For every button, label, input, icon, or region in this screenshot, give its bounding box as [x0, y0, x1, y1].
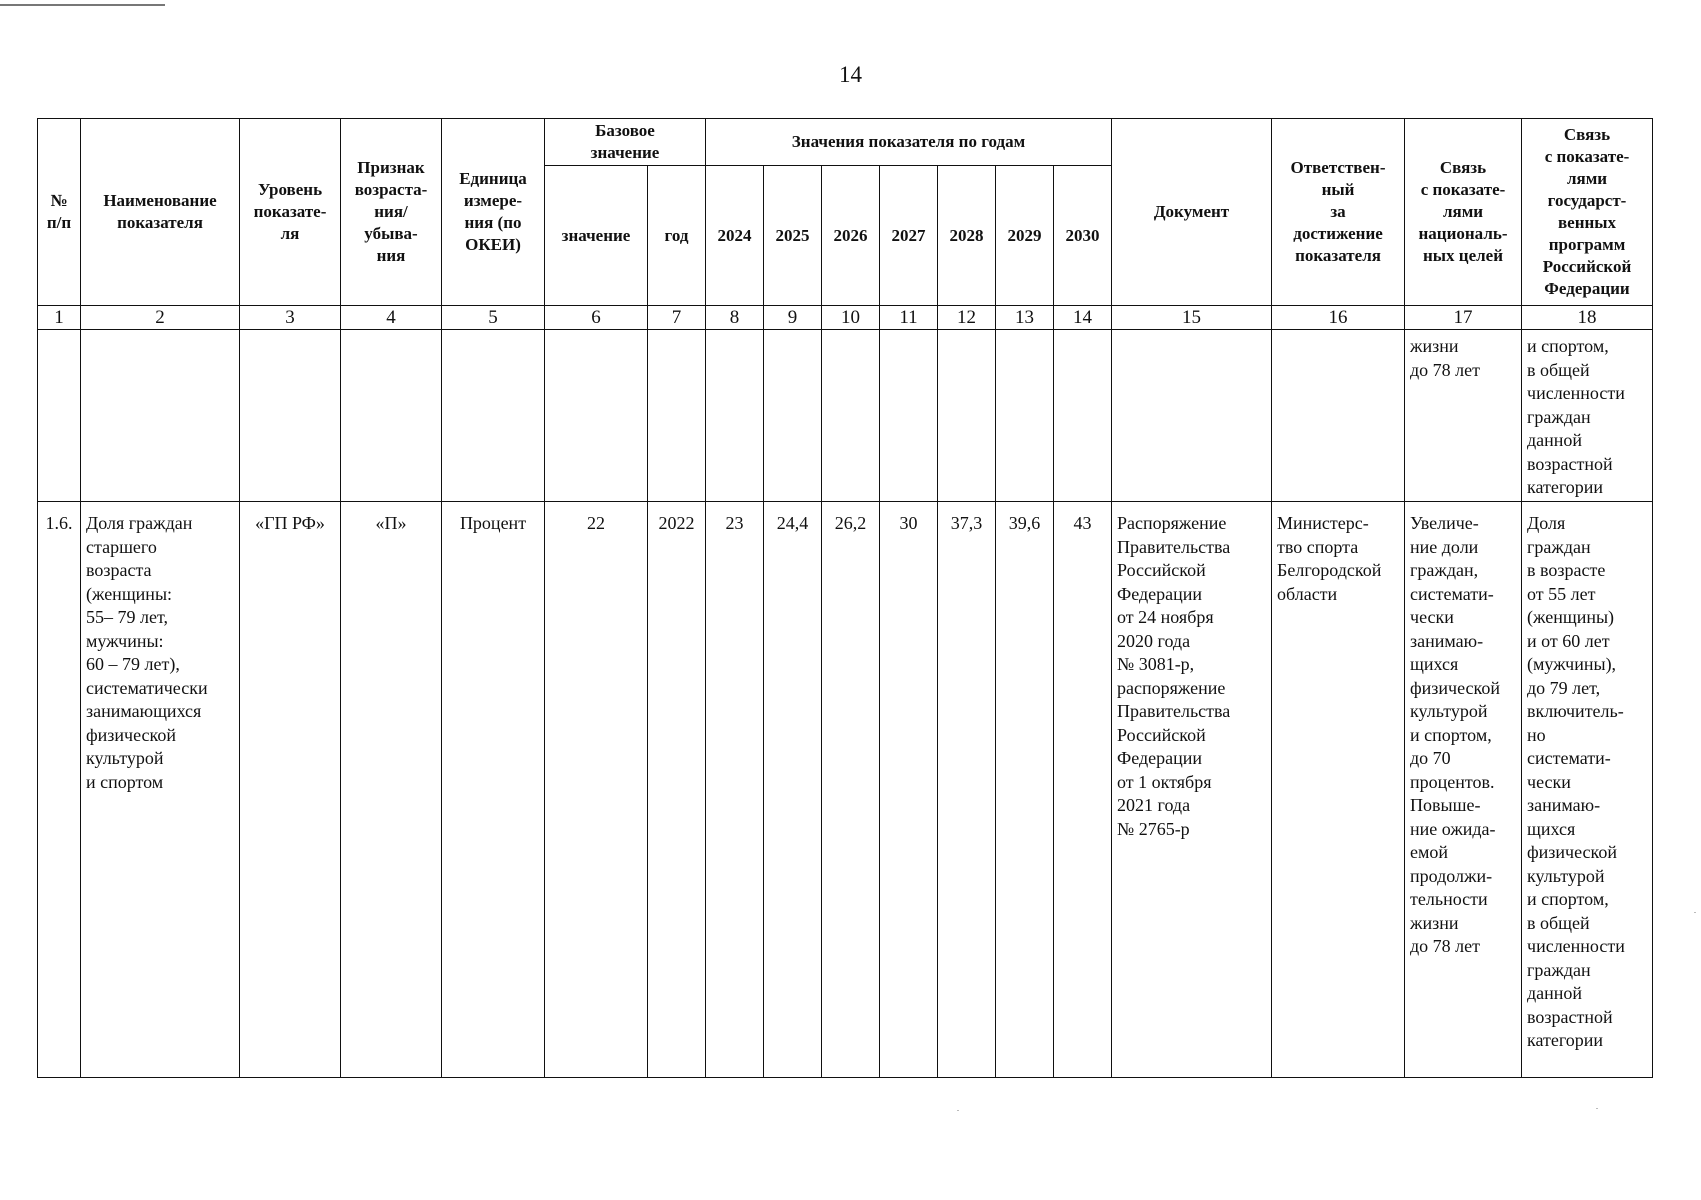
empty-cell	[442, 330, 545, 502]
cell-national-goals: Увеличе- ние доли граждан, системати- чески занимаю- щихся физической культурой и спортом, до 70 процентов. Повыше- ние ожида- емой продолжи- тельности жизни до 78 лет	[1405, 502, 1522, 1078]
cell-value-2024: 23	[706, 502, 764, 1078]
empty-cell	[81, 330, 240, 502]
table-row-1-6	[38, 502, 1653, 1078]
header-unit: Единица измере- ния (по ОКЕИ)	[442, 119, 545, 306]
column-number: 7	[648, 306, 706, 330]
column-number: 14	[1054, 306, 1112, 330]
column-number: 1	[38, 306, 81, 330]
cell-value-2027: 30	[880, 502, 938, 1078]
column-number: 17	[1405, 306, 1522, 330]
column-number: 18	[1522, 306, 1653, 330]
cell-value-2025: 24,4	[764, 502, 822, 1078]
cell-document: Распоряжение Правительства Российской Федерации от 24 ноября 2020 года № 3081-р, распоряжение Правительства Российской Федерации от 1 октября 2021 года № 2765-р	[1112, 502, 1272, 1078]
empty-cell	[938, 330, 996, 502]
page-number: 14	[839, 62, 862, 87]
header-year-2028: 2028	[938, 166, 996, 306]
header-state-programs: Связь с показате- лями государст- венных программ Российской Федерации	[1522, 119, 1653, 306]
empty-cell	[996, 330, 1054, 502]
empty-cell	[341, 330, 442, 502]
cell-name: Доля граждан старшего возраста (женщины: 55– 79 лет, мужчины: 60 – 79 лет), систематически занимающихся физической культурой и спортом	[81, 502, 240, 1078]
column-number: 4	[341, 306, 442, 330]
cell-state-programs-continued: и спортом, в общей численности граждан данной возрастной категории	[1522, 330, 1653, 502]
empty-cell	[240, 330, 341, 502]
cell-state-programs: Доля граждан в возрасте от 55 лет (женщины) и от 60 лет (мужчины), до 79 лет, включитель- но системати- чески занимаю- щихся физической культурой и спортом, в общей численности граждан данной возрастной категории	[1522, 502, 1653, 1078]
header-year-2026: 2026	[822, 166, 880, 306]
cell-value-2026: 26,2	[822, 502, 880, 1078]
column-number: 9	[764, 306, 822, 330]
cell-num: 1.6.	[38, 502, 81, 1078]
header-level: Уровень показате- ля	[240, 119, 341, 306]
header-year-2025: 2025	[764, 166, 822, 306]
header-base-year: год	[648, 166, 706, 306]
header-year-2027: 2027	[880, 166, 938, 306]
column-number: 16	[1272, 306, 1405, 330]
header-year-2024: 2024	[706, 166, 764, 306]
cell-value-2028: 37,3	[938, 502, 996, 1078]
header-num: № п/п	[38, 119, 81, 306]
empty-cell	[764, 330, 822, 502]
header-year-2030: 2030	[1054, 166, 1112, 306]
cell-level: «ГП РФ»	[240, 502, 341, 1078]
empty-cell	[648, 330, 706, 502]
header-name: Наименование показателя	[81, 119, 240, 306]
scan-speck	[957, 1110, 959, 1111]
empty-cell	[1054, 330, 1112, 502]
cell-value-2030: 43	[1054, 502, 1112, 1078]
column-number: 13	[996, 306, 1054, 330]
cell-value-2029: 39,6	[996, 502, 1054, 1078]
column-number: 6	[545, 306, 648, 330]
column-number: 3	[240, 306, 341, 330]
column-number: 15	[1112, 306, 1272, 330]
header-responsible: Ответствен- ный за достижение показателя	[1272, 119, 1405, 306]
cell-unit: Процент	[442, 502, 545, 1078]
corner-rule	[0, 4, 165, 6]
empty-cell	[822, 330, 880, 502]
empty-cell	[545, 330, 648, 502]
column-number: 2	[81, 306, 240, 330]
column-number: 8	[706, 306, 764, 330]
column-number: 5	[442, 306, 545, 330]
empty-cell	[1272, 330, 1405, 502]
empty-cell	[706, 330, 764, 502]
column-number: 10	[822, 306, 880, 330]
indicators-table	[37, 118, 1653, 1078]
empty-cell	[38, 330, 81, 502]
header-year-2029: 2029	[996, 166, 1054, 306]
empty-cell	[1112, 330, 1272, 502]
cell-responsible: Министерс- тво спорта Белгородской области	[1272, 502, 1405, 1078]
header-sign: Признак возраста- ния/ убыва- ния	[341, 119, 442, 306]
table-row-continued	[38, 330, 1653, 502]
scan-speck	[1596, 1108, 1598, 1109]
column-number: 11	[880, 306, 938, 330]
cell-base-year: 2022	[648, 502, 706, 1078]
cell-base-value: 22	[545, 502, 648, 1078]
column-number-row	[38, 306, 1653, 330]
cell-sign: «П»	[341, 502, 442, 1078]
header-base-value: значение	[545, 166, 648, 306]
header-document: Документ	[1112, 119, 1272, 306]
empty-cell	[880, 330, 938, 502]
header-years-group: Значения показателя по годам	[706, 119, 1112, 166]
header-base-group: Базовое значение	[545, 119, 706, 166]
column-number: 12	[938, 306, 996, 330]
scan-speck	[1694, 912, 1696, 913]
cell-national-goals-continued: жизни до 78 лет	[1405, 330, 1522, 502]
header-national-goals: Связь с показате- лями националь- ных целей	[1405, 119, 1522, 306]
